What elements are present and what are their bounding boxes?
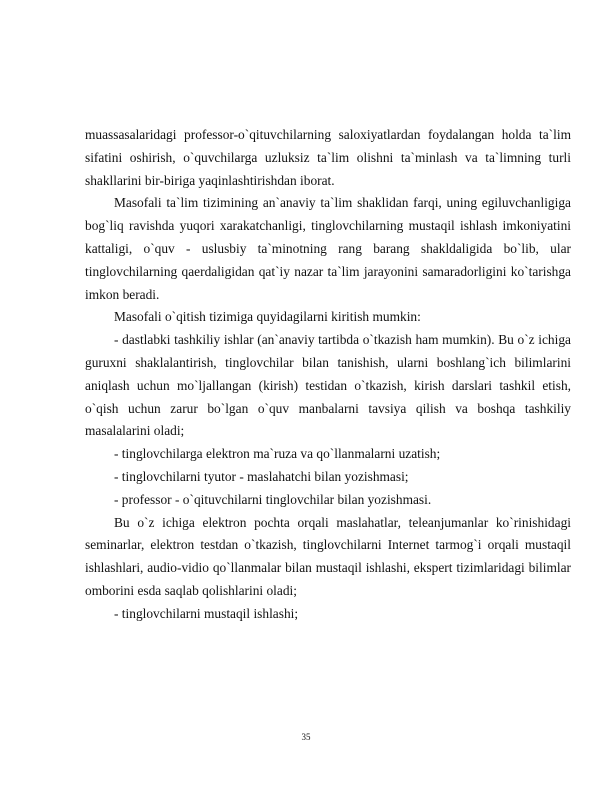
body-text [85,124,571,626]
paragraph-3: Masofali o`qitish tizimiga quyidagilarni kiritish mumkin: [114,309,421,325]
paragraph-5: - tinglovchilarga elektron ma`ruza va qo`llanmalarni uzatish; [114,446,441,462]
page-number: 35 [301,732,311,742]
paragraph-6: - tinglovchilarni tyutor - maslahatchi bilan yozishmasi; [114,468,409,484]
paragraph-8: Bu o`z ichiga elektron pochta orqali maslahatlar, teleanjumanlar ko`rinishidagi seminarlar, elektron testdan o`tkazish, tinglovchilarni Internet tarmog`i orqali mustaqil ishlashlari, audio-vidio qo`llanmalar bilan mustaqil ishlashi, ekspert tizimlaridagi bilimlar omborini esda saqlab qolishlarini oladi; [85,514,571,598]
paragraph-9: - tinglovchilarni mustaqil ishlashi; [114,605,299,621]
paragraph-1: muassasalaridagi professor-o`qituvchilarning saloxiyatlardan foydalangan holda ta`lim sifatini oshirish, o`quvchilarga uzluksiz ta`lim olishni ta`minlash va ta`limning turli shakllarini bir-biriga yaqinlashtirishdan iborat. [85,127,571,188]
paragraph-7: - professor - o`qituvchilarni tinglovchilar bilan yozishmasi. [114,491,432,507]
paragraph-2: Masofali ta`lim tizimining an`anaviy ta`lim shaklidan farqi, uning egiluvchanligiga bog`liq ravishda yuqori xarakatchanligi, tinglovchilarning mustaqil ishlash imkoniyatini kattaligi, o`quv - uslusbiy ta`minotning rang barang shakldaligida bo`lib, ular tinglovchilarning qaerdaligidan qat`iy nazar ta`lim jarayonini samaradorligini ko`tarishga imkon beradi. [85,195,571,302]
paragraph-4: - dastlabki tashkiliy ishlar (an`anaviy tartibda o`tkazish ham mumkin). Bu o`z ichiga guruxni shaklalantirish, tinglovchilar bilan tanishish, ularni boshlang`ich bilimlarini aniqlash uchun mo`ljallangan (kirish) testidan o`tkazish, kirish darslari tashkil etish, o`qish uchun zarur bo`lgan o`quv manbalarni tavsiya qilish va boshqa tashkiliy masalalarini oladi; [85,332,571,439]
